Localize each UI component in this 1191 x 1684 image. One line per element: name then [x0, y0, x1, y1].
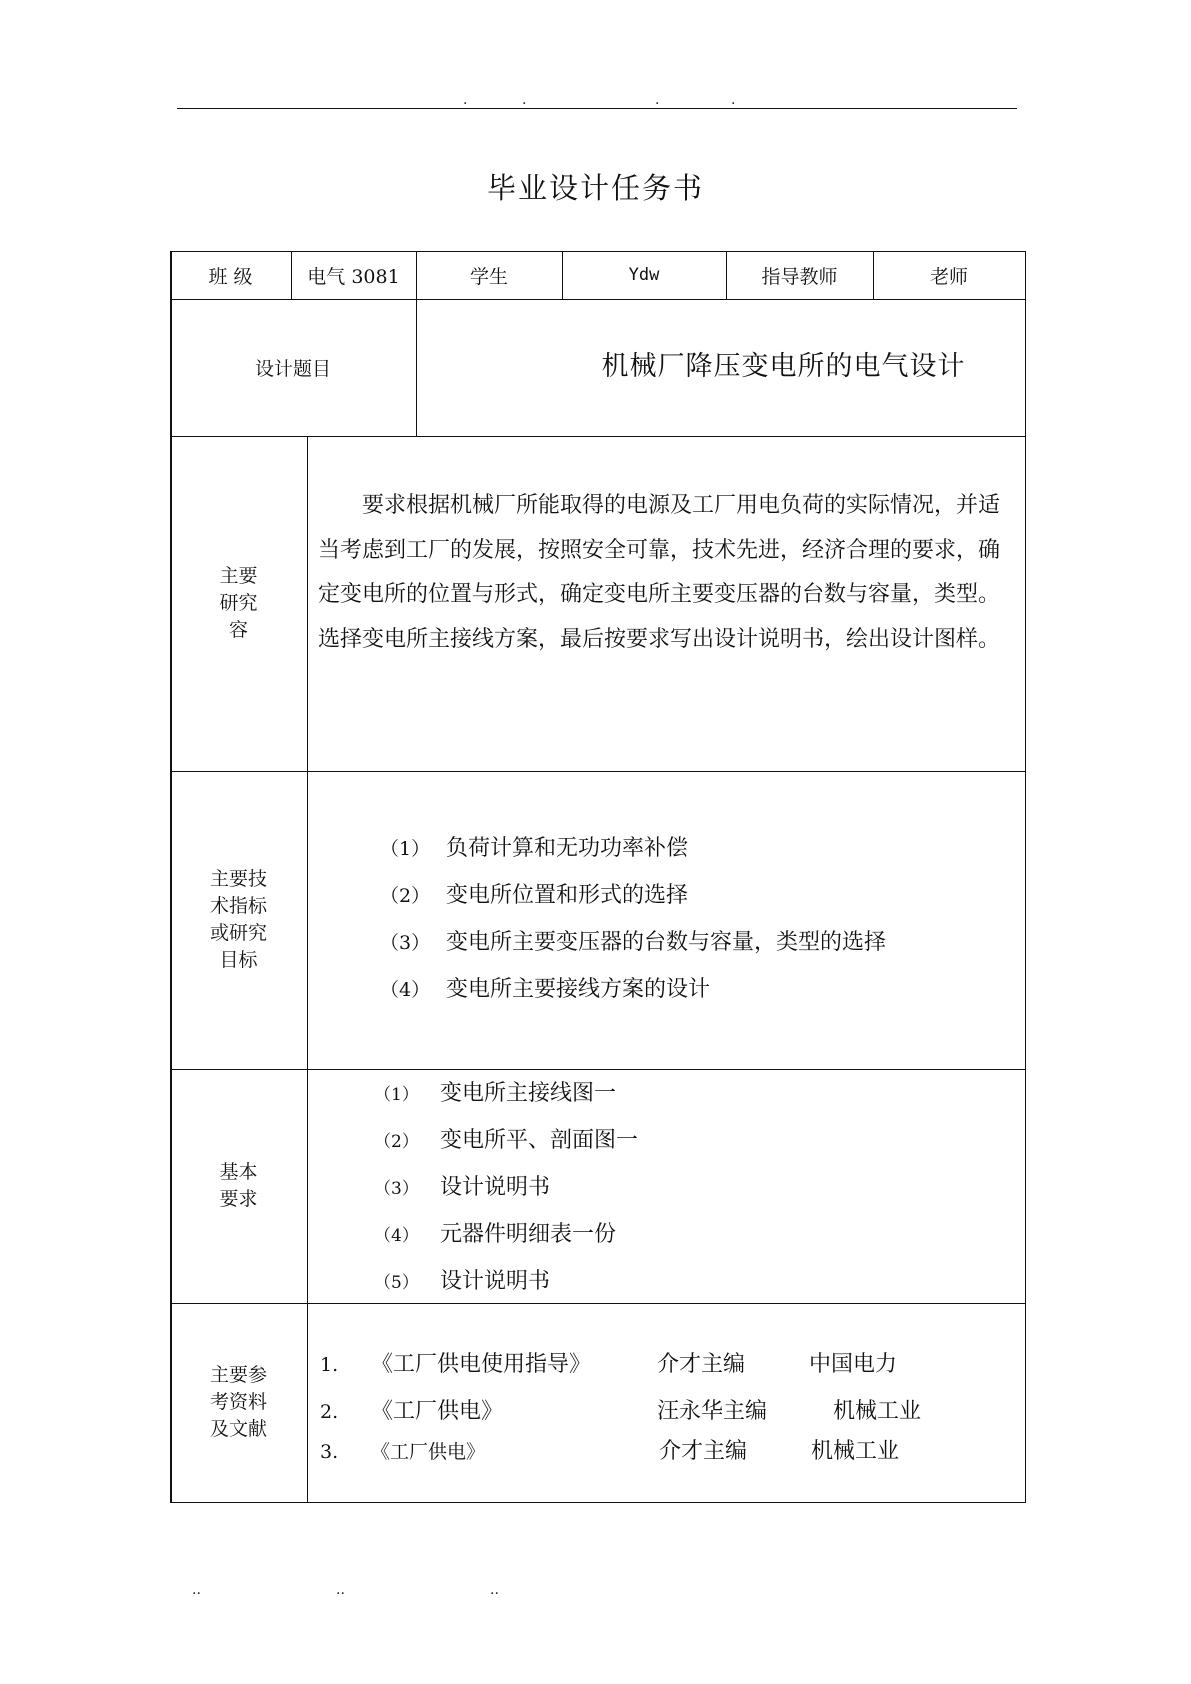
basic-requirements-label: 基本 要求 [219, 1161, 258, 1210]
reference-item: 1. 《工厂供电使用指导》 介才主编 中国电力 [320, 1352, 898, 1377]
header-dot: . [655, 92, 660, 108]
references-label: 主要参 考资料 及文献 [209, 1364, 267, 1440]
table-border-bottom [170, 1502, 1026, 1503]
topic-value: 机械厂降压变电所的电气设计 [601, 351, 966, 382]
header-dot: . [522, 92, 527, 108]
list-item: （5） 设计说明书 [374, 1269, 551, 1294]
list-item: （3） 变电所主要变压器的台数与容量，类型的选择 [380, 930, 887, 955]
footer-dots: .. [490, 1582, 499, 1598]
list-item: （3） 设计说明书 [374, 1175, 551, 1200]
footer-dots: .. [336, 1582, 345, 1598]
document-title: 毕业设计任务书 [486, 171, 704, 205]
col-divider [416, 299, 417, 436]
research-content-text: 要求根据机械厂所能取得的电源及工厂用电负荷的实际情况，并适当考虑到工厂的发展，按照安全可靠，技术先进，经济合理的要求，确定变电所的位置与形式，确定变电所主要变压器的台数与容量，类型。选择变电所主接线方案，最后按要求写出设计说明书，绘出设计图样。 [318, 493, 1001, 652]
reference-item: 2. 《工厂供电》 汪永华主编 机械工业 [320, 1399, 922, 1424]
table-border-right [1025, 251, 1026, 1503]
reference-item: 3. 《工厂供电》 介才主编 机械工业 [320, 1439, 900, 1464]
tech-targets-label: 主要技 术指标 或研究 目标 [209, 868, 267, 971]
student-label: 学生 [469, 265, 508, 288]
list-item: （4） 元器件明细表一份 [374, 1222, 617, 1247]
class-label: 班 级 [208, 265, 253, 288]
list-item: （4） 变电所主要接线方案的设计 [380, 977, 711, 1002]
list-item: （1） 负荷计算和无功功率补偿 [380, 836, 689, 861]
header-rule [177, 108, 1017, 109]
topic-label: 设计题目 [254, 358, 331, 380]
task-table [170, 251, 1026, 1503]
footer-dots: .. [192, 1582, 201, 1598]
header-dot: . [463, 92, 468, 108]
list-item: （2） 变电所平、剖面图一 [374, 1128, 639, 1153]
advisor-value: 老师 [929, 265, 968, 288]
advisor-label: 指导教师 [761, 265, 838, 288]
student-value: Ydw [628, 265, 660, 285]
list-item: （2） 变电所位置和形式的选择 [380, 883, 689, 908]
list-item: （1） 变电所主接线图一 [374, 1081, 617, 1106]
col-divider [307, 436, 308, 1503]
research-content-label: 主要 研究 容 [219, 565, 258, 641]
class-value: 电气 3081 [307, 265, 400, 288]
header-dot: . [731, 92, 736, 108]
